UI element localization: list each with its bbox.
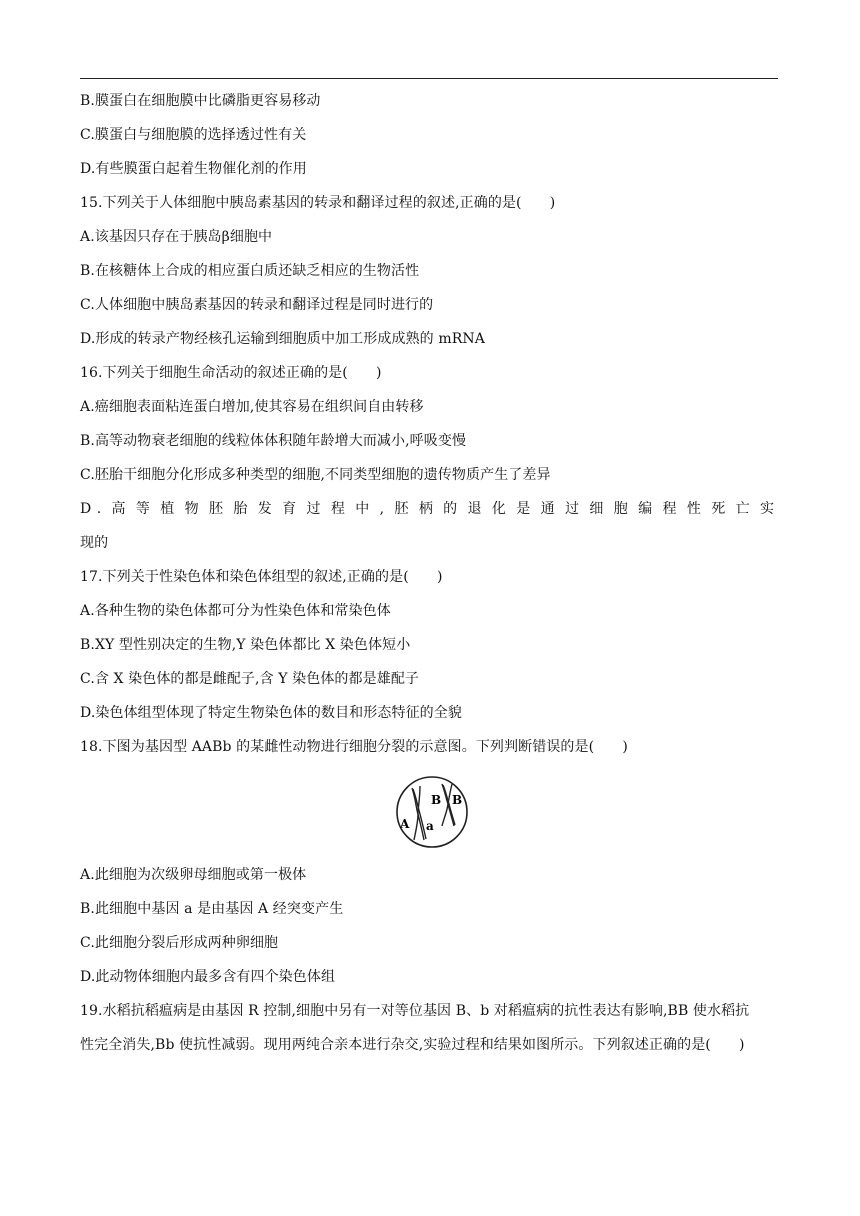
option-17a: A.各种生物的染色体都可分为性染色体和常染色体	[80, 603, 391, 619]
option-17b: B.XY 型性别决定的生物,Y 染色体都比 X 染色体短小	[80, 637, 411, 653]
option-18d: D.此动物体细胞内最多含有四个染色体组	[80, 969, 336, 985]
question-18: 18.下图为基因型 AABb 的某雌性动物进行细胞分裂的示意图。下列判断错误的是( )	[80, 739, 628, 755]
gene-label-A: A	[400, 817, 410, 831]
cell-membrane	[397, 777, 467, 847]
cell-division-figure	[80, 764, 780, 858]
gene-label-B-left: B	[431, 793, 442, 807]
gene-label-B-right: B	[452, 793, 463, 807]
option-16d-continued: 现的	[80, 535, 109, 551]
option-14b: B.膜蛋白在细胞膜中比磷脂更容易移动	[80, 93, 321, 109]
header-rule	[80, 78, 778, 79]
option-15c: C.人体细胞中胰岛素基因的转录和翻译过程是同时进行的	[80, 297, 434, 313]
question-19-line2: 性完全消失,Bb 使抗性减弱。现用两纯合亲本进行杂交,实验过程和结果如图所示。下列叙述正确的是( )	[80, 1037, 745, 1053]
option-17c: C.含 X 染色体的都是雌配子,含 Y 染色体的都是雄配子	[80, 671, 420, 687]
question-16: 16.下列关于细胞生命活动的叙述正确的是( )	[80, 365, 382, 381]
document-body	[80, 84, 780, 1062]
option-15d: D.形成的转录产物经核孔运输到细胞质中加工形成成熟的 mRNA	[80, 331, 485, 347]
option-14d: D.有些膜蛋白起着生物催化剂的作用	[80, 161, 307, 177]
option-17d: D.染色体组型体现了特定生物染色体的数目和形态特征的全貌	[80, 705, 462, 721]
gene-label-a: a	[426, 819, 434, 833]
question-17: 17.下列关于性染色体和染色体组型的叙述,正确的是( )	[80, 569, 443, 585]
option-15a: A.该基因只存在于胰岛β细胞中	[80, 229, 273, 245]
option-16c: C.胚胎干细胞分化形成多种类型的细胞,不同类型细胞的遗传物质产生了差异	[80, 467, 551, 483]
option-16d: D.高等植物胚胎发育过程中,胚柄的退化是通过细胞编程性死亡实	[80, 501, 780, 517]
option-18b: B.此细胞中基因 a 是由基因 A 经突变产生	[80, 901, 344, 917]
option-16b: B.高等动物衰老细胞的线粒体体积随年龄增大而减小,呼吸变慢	[80, 433, 467, 449]
option-16a: A.癌细胞表面粘连蛋白增加,使其容易在组织间自由转移	[80, 399, 424, 415]
question-19-line1: 19.水稻抗稻瘟病是由基因 R 控制,细胞中另有一对等位基因 B、b 对稻瘟病的抗性表达有影响,BB 使水稻抗	[80, 1003, 750, 1019]
option-15b: B.在核糖体上合成的相应蛋白质还缺乏相应的生物活性	[80, 263, 420, 279]
option-14c: C.膜蛋白与细胞膜的选择透过性有关	[80, 127, 307, 143]
question-15: 15.下列关于人体细胞中胰岛素基因的转录和翻译过程的叙述,正确的是( )	[80, 195, 556, 211]
option-18a: A.此细胞为次级卵母细胞或第一极体	[80, 867, 307, 883]
option-18c: C.此细胞分裂后形成两种卵细胞	[80, 935, 279, 951]
cell-diagram	[390, 774, 474, 850]
chromosome-left	[412, 786, 426, 840]
